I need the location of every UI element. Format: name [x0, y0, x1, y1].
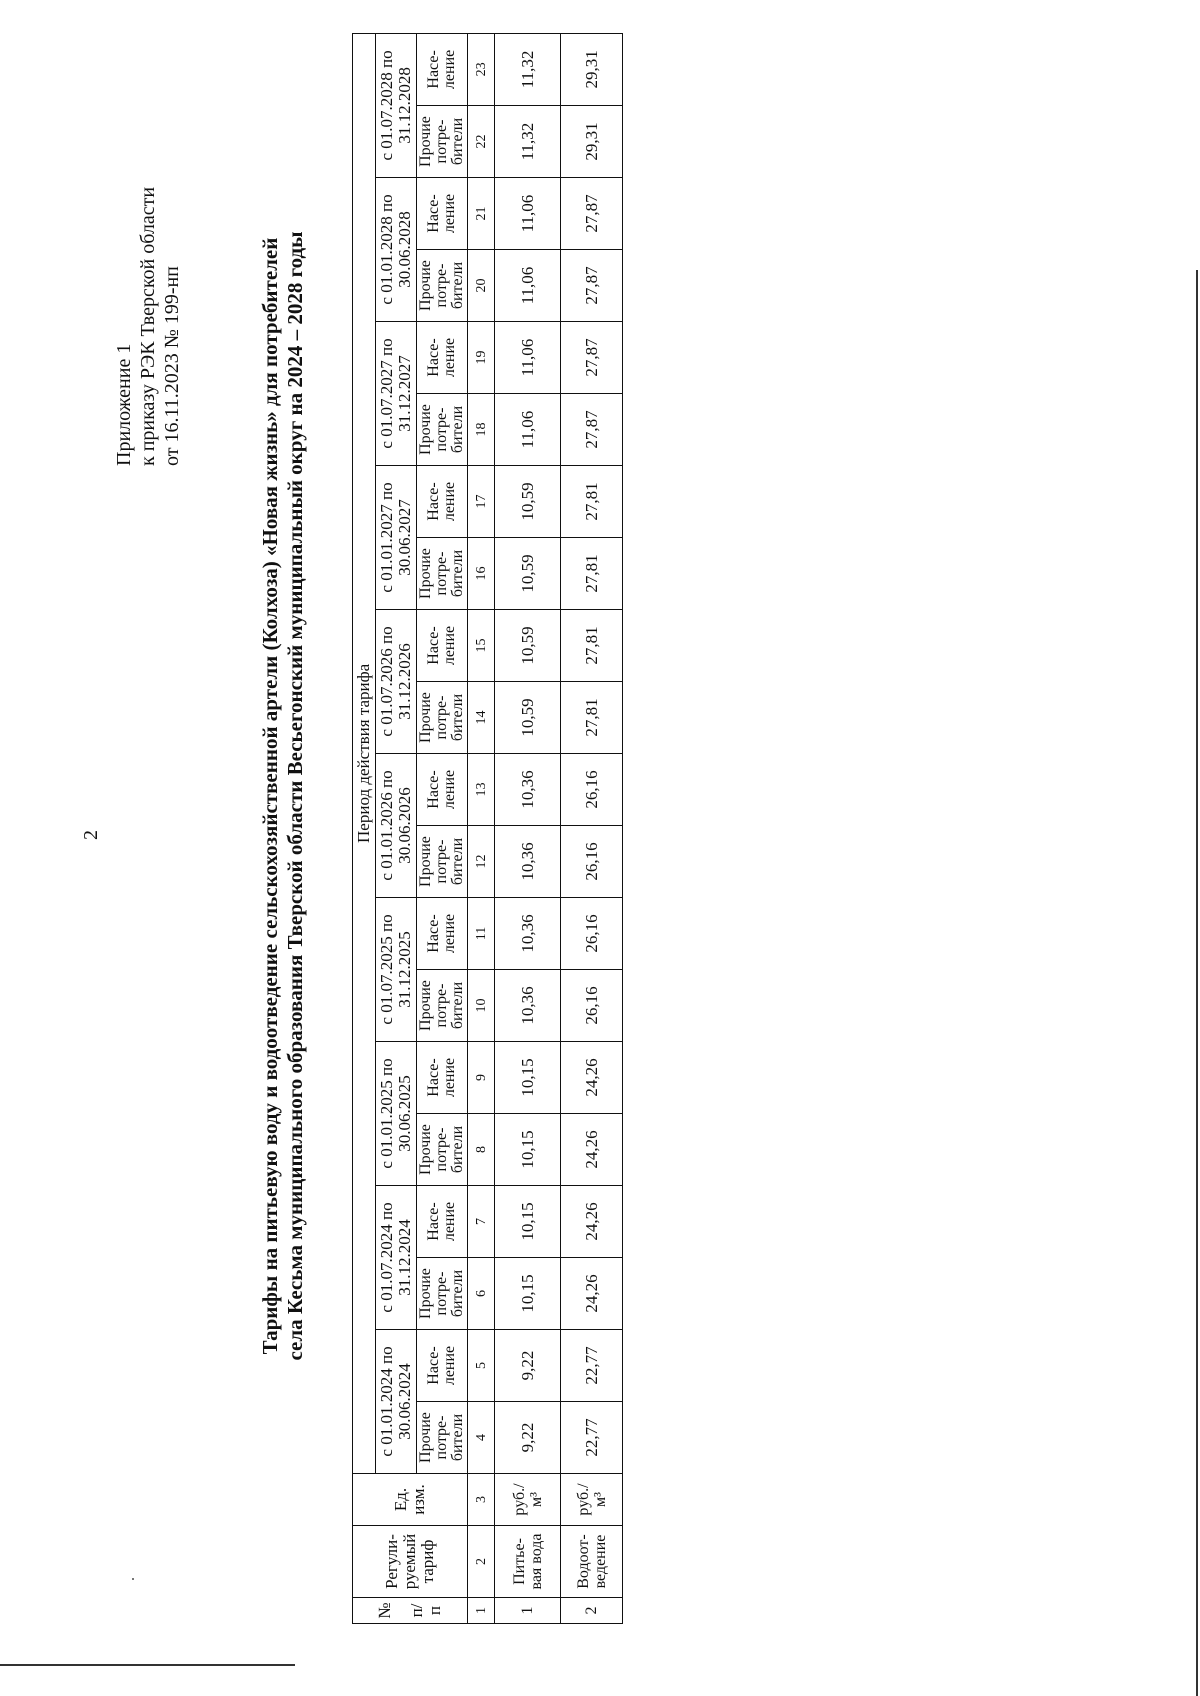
tariff-value: 22,77 — [561, 1402, 623, 1474]
tariff-value: 26,16 — [561, 754, 623, 826]
table-header-row-1 — [353, 33, 376, 1623]
sub-header-other: Прочие потре-бители — [417, 250, 468, 322]
sub-header-population: Насе-ление — [417, 1042, 468, 1114]
col-no-header — [353, 1598, 468, 1624]
column-number: 2 — [468, 1526, 495, 1598]
scan-speck — [132, 1578, 134, 1580]
tariff-value: 27,81 — [561, 610, 623, 682]
column-number: 12 — [468, 826, 495, 898]
appendix-note — [112, 187, 184, 466]
tariff-value: 26,16 — [561, 826, 623, 898]
tariff-value: 27,81 — [561, 682, 623, 754]
column-number: 8 — [468, 1114, 495, 1186]
tariff-value: 10,59 — [495, 682, 561, 754]
period-cell: с 01.01.2027 по 30.06.2027 — [376, 466, 417, 610]
tariff-value: 27,87 — [561, 322, 623, 394]
tariff-value: 24,26 — [561, 1114, 623, 1186]
tariff-value: 10,36 — [495, 898, 561, 970]
tariff-value: 24,26 — [561, 1258, 623, 1330]
column-number: 21 — [468, 178, 495, 250]
row-tariff-name: Питье-вая вода — [495, 1526, 561, 1598]
appendix-line-3: от 16.11.2023 № 199-нп — [161, 266, 183, 466]
scan-edge-line-bottom — [0, 1664, 295, 1666]
tariff-value: 22,77 — [561, 1330, 623, 1402]
page-number: 2 — [80, 830, 102, 840]
table-header-row-3 — [417, 33, 468, 1623]
sub-header-population: Насе-ление — [417, 754, 468, 826]
period-cell: с 01.07.2028 по 31.12.2028 — [376, 33, 417, 177]
tariff-value: 10,59 — [495, 610, 561, 682]
column-number: 22 — [468, 106, 495, 178]
sub-header-other: Прочие потре-бители — [417, 970, 468, 1042]
tariff-value: 11,06 — [495, 322, 561, 394]
sub-header-other: Прочие потре-бители — [417, 826, 468, 898]
tariff-value: 11,32 — [495, 106, 561, 178]
tariff-value: 10,15 — [495, 1258, 561, 1330]
tariff-value: 10,15 — [495, 1114, 561, 1186]
tariff-value: 29,31 — [561, 33, 623, 105]
appendix-line-1: Приложение 1 — [113, 343, 135, 466]
tariff-value: 11,06 — [495, 178, 561, 250]
period-header: Период действия тарифа — [353, 33, 376, 1473]
column-number: 4 — [468, 1402, 495, 1474]
column-number: 10 — [468, 970, 495, 1042]
period-cell: с 01.01.2026 по 30.06.2026 — [376, 754, 417, 898]
col-tariff-header: Регули-руемый тариф — [353, 1526, 468, 1598]
column-number: 5 — [468, 1330, 495, 1402]
table-row-wastewater — [561, 33, 623, 1623]
appendix-line-2: к приказу РЭК Тверской области — [137, 186, 159, 466]
column-number: 6 — [468, 1258, 495, 1330]
tariff-value: 27,87 — [561, 394, 623, 466]
tariff-value: 11,06 — [495, 394, 561, 466]
column-number: 23 — [468, 33, 495, 105]
column-number: 14 — [468, 682, 495, 754]
sub-header-population: Насе-ление — [417, 466, 468, 538]
row-unit: руб./м³ — [495, 1474, 561, 1526]
tariff-value: 10,59 — [495, 466, 561, 538]
tariff-table — [352, 33, 623, 1624]
sub-header-population: Насе-ление — [417, 178, 468, 250]
tariff-value: 10,36 — [495, 970, 561, 1042]
document-title — [258, 96, 308, 1496]
column-number: 9 — [468, 1042, 495, 1114]
column-number: 16 — [468, 538, 495, 610]
tariff-value: 29,31 — [561, 106, 623, 178]
title-line-1: Тарифы на питьевую воду и водоотведение сельскохозяйственной артели (Колхоза) «Новая жизнь» для потребителей — [258, 237, 282, 1355]
column-number: 19 — [468, 322, 495, 394]
col-no-line-2: п/п — [407, 1603, 444, 1618]
tariff-value: 24,26 — [561, 1042, 623, 1114]
sub-header-other: Прочие потре-бители — [417, 1402, 468, 1474]
column-number: 1 — [468, 1598, 495, 1624]
sub-header-population: Насе-ление — [417, 610, 468, 682]
column-number: 13 — [468, 754, 495, 826]
tariff-value: 27,87 — [561, 250, 623, 322]
row-tariff-name: Водоот-ведение — [561, 1526, 623, 1598]
tariff-value: 26,16 — [561, 898, 623, 970]
tariff-value: 11,32 — [495, 33, 561, 105]
period-cell: с 01.07.2024 по 31.12.2024 — [376, 1186, 417, 1330]
row-unit: руб./м³ — [561, 1474, 623, 1526]
column-number: 15 — [468, 610, 495, 682]
tariff-value: 10,15 — [495, 1042, 561, 1114]
tariff-value: 26,16 — [561, 970, 623, 1042]
column-number: 17 — [468, 466, 495, 538]
tariff-value: 9,22 — [495, 1402, 561, 1474]
sub-header-other: Прочие потре-бители — [417, 538, 468, 610]
sub-header-population: Насе-ление — [417, 322, 468, 394]
sub-header-other: Прочие потре-бители — [417, 394, 468, 466]
row-number: 1 — [495, 1598, 561, 1624]
table-header-row-2 — [376, 33, 417, 1623]
title-line-2: села Кесьма муниципального образования Тверской области Весьегонский муниципальный округ на 2024 – 2028 годы — [283, 231, 307, 1361]
tariff-value: 10,59 — [495, 538, 561, 610]
sub-header-population: Насе-ление — [417, 1186, 468, 1258]
period-cell: с 01.07.2027 по 31.12.2027 — [376, 322, 417, 466]
sub-header-population: Насе-ление — [417, 1330, 468, 1402]
sub-header-other: Прочие потре-бители — [417, 106, 468, 178]
sub-header-population: Насе-ление — [417, 33, 468, 105]
table-row-drinking-water — [495, 33, 561, 1623]
column-number-row — [468, 33, 495, 1623]
period-cell: с 01.01.2028 по 30.06.2028 — [376, 178, 417, 322]
period-cell: с 01.07.2025 по 31.12.2025 — [376, 898, 417, 1042]
tariff-value: 9,22 — [495, 1330, 561, 1402]
column-number: 20 — [468, 250, 495, 322]
sub-header-population: Насе-ление — [417, 898, 468, 970]
tariff-value: 11,06 — [495, 250, 561, 322]
tariff-value: 10,36 — [495, 826, 561, 898]
row-number: 2 — [561, 1598, 623, 1624]
sub-header-other: Прочие потре-бители — [417, 682, 468, 754]
tariff-value: 27,87 — [561, 178, 623, 250]
tariff-value: 24,26 — [561, 1186, 623, 1258]
column-number: 11 — [468, 898, 495, 970]
tariff-value: 27,81 — [561, 466, 623, 538]
period-cell: с 01.07.2026 по 31.12.2026 — [376, 610, 417, 754]
column-number: 7 — [468, 1186, 495, 1258]
period-cell: с 01.01.2025 по 30.06.2025 — [376, 1042, 417, 1186]
column-number: 3 — [468, 1474, 495, 1526]
sub-header-other: Прочие потре-бители — [417, 1258, 468, 1330]
col-no-line-1: № — [375, 1602, 394, 1619]
col-unit-header: Ед. изм. — [353, 1474, 468, 1526]
tariff-value: 10,36 — [495, 754, 561, 826]
scan-edge-line-right — [1196, 270, 1198, 1696]
column-number: 18 — [468, 394, 495, 466]
tariff-value: 27,81 — [561, 538, 623, 610]
tariff-value: 10,15 — [495, 1186, 561, 1258]
sub-header-other: Прочие потре-бители — [417, 1114, 468, 1186]
period-cell: с 01.01.2024 по 30.06.2024 — [376, 1330, 417, 1474]
